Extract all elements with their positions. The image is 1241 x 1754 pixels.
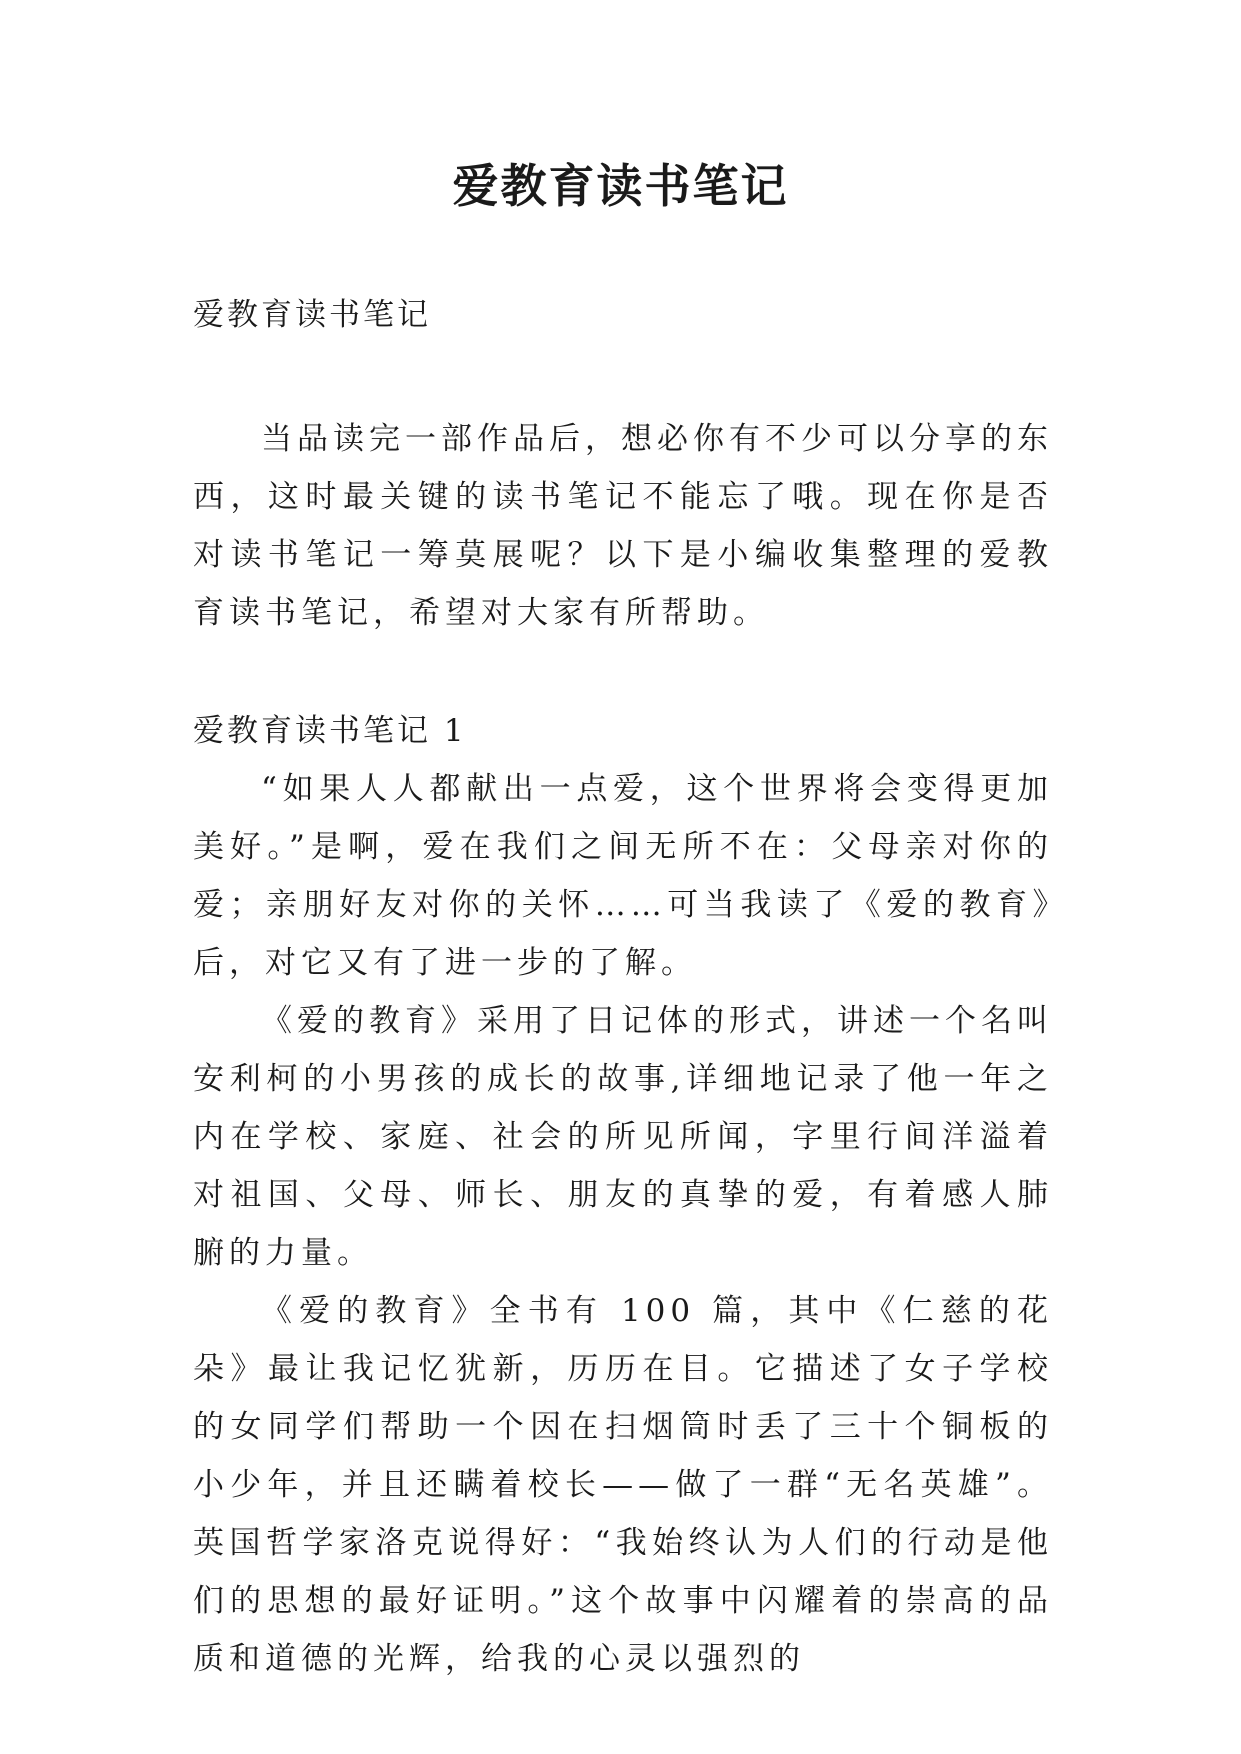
intro-paragraph: 当品读完一部作品后，想必你有不少可以分享的东西，这时最关键的读书笔记不能忘了哦。现在你是否对读书笔记一筹莫展呢？以下是小编收集整理的爱教育读书笔记，希望对大家有所帮助。 <box>193 421 1053 631</box>
body-paragraph: 《爱的教育》采用了日记体的形式，讲述一个名叫安利柯的小男孩的成长的故事,详细地记录了他一年之内在学校、家庭、社会的所见所闻，字里行间洋溢着对祖国、父母、师长、朋友的真挚的爱，有着感人肺腑的力量。 <box>193 1003 1053 1271</box>
section-heading: 爱教育读书笔记 1 <box>193 713 467 749</box>
body-paragraph: “如果人人都献出一点爱，这个世界将会变得更加美好。”是啊，爱在我们之间无所不在：父母亲对你的爱；亲朋好友对你的关怀……可当我读了《爱的教育》后，对它又有了进一步的了解。 <box>193 771 1053 981</box>
document-body <box>193 286 1053 1688</box>
body-paragraph: 《爱的教育》全书有 100 篇，其中《仁慈的花朵》最让我记忆犹新，历历在目。它描述了女子学校的女同学们帮助一个因在扫烟筒时丢了三十个铜板的小少年，并且还瞒着校长——做了一群“无名英雄”。英国哲学家洛克说得好：“我始终认为人们的行动是他们的思想的最好证明。”这个故事中闪耀着的崇高的品质和道德的光辉，给我的心灵以强烈的 <box>193 1293 1053 1677</box>
document-subtitle: 爱教育读书笔记 <box>193 297 431 333</box>
document-title: 爱教育读书笔记 <box>452 159 789 213</box>
